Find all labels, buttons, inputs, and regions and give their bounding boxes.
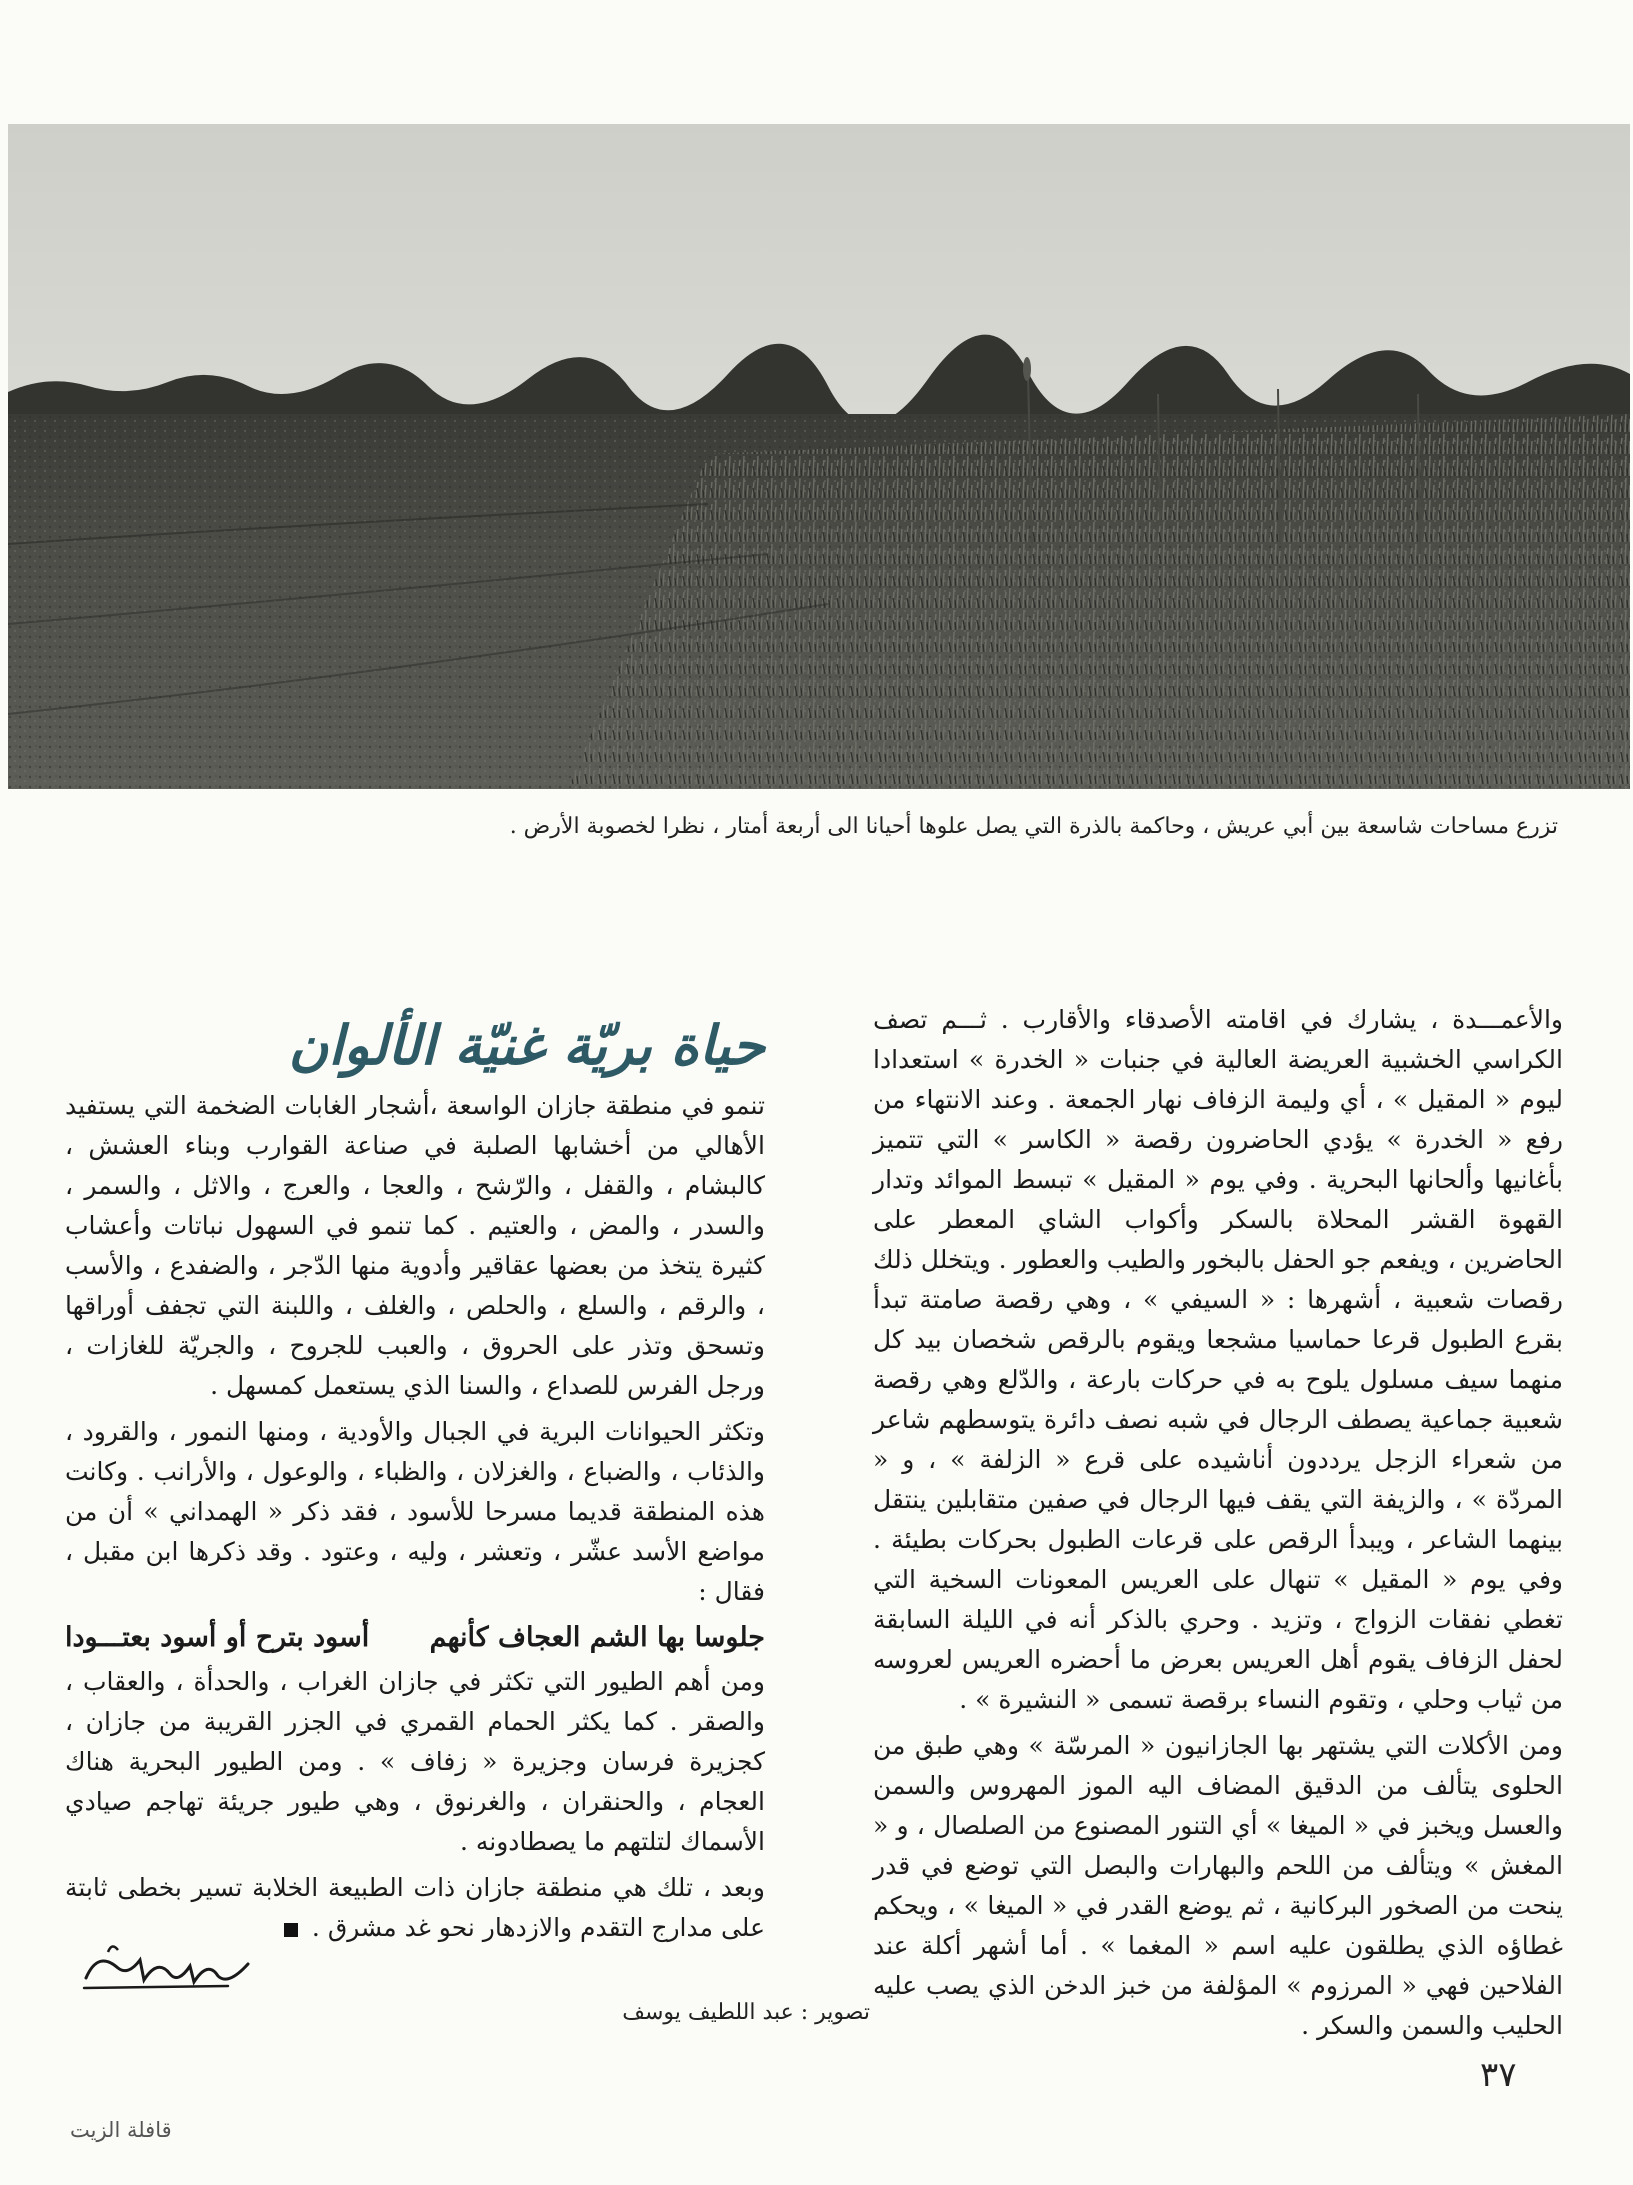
end-mark-icon <box>284 1923 298 1937</box>
right-column <box>873 1000 1563 2052</box>
paragraph: وتكثر الحيوانات البرية في الجبال والأودية ، ومنها النمور ، والقرود ، والذئاب ، والضباع ، والغزلان ، والظباء ، والوعول ، والأرانب . وكانت هذه المنطقة قديما مسرحا للأسود ، فقد ذكر « الهمداني » أن من مواضع الأسد عشّر ، وتعشر ، وليه ، وعتود . وقد ذكرها ابن مقبل ، فقال : <box>65 1417 765 1606</box>
paragraph: تنمو في منطقة جازان الواسعة ،أشجار الغابات الضخمة التي يستفيد الأهالي من أخشابها الصلبة في صناعة القوارب وبناء العشش ، كالبشام ، والقفل ، والرّشح ، والعجا ، والعرج ، والاثل ، والسمر ، والسدر ، والمض ، والعتيم . كما تنمو في السهول نباتات وأعشاب كثيرة يتخذ من بعضها عقاقير وأدوية منها الدّجر ، والضفدع ، والأسب ، والرقم ، والسلع ، والحلص ، والغلف ، واللبنة التي تجفف أوراقها وتسحق وتذر على الحروق ، والعبب للجروح ، والجريّة للغازات ، ورجل الفرس للصداع ، والسنا الذي يستعمل كمسهل . <box>65 1091 765 1400</box>
paragraph: ومن الأكلات التي يشتهر بها الجازانيون « المرسّة » وهي طبق من الحلوى يتألف من الدقيق المضاف اليه الموز المهروس والسمن والعسل ويخبز في « الميغا » أي التنور المصنوع من الصلصال ، و « المغش » ويتألف من اللحم والبهارات والبصل التي توضع في قدر ينحت من الصخور البركانية ، ثم يوضع القدر في « الميغا » ، ويحكم غطاؤه الذي يطلقون عليه اسم « المغما » . أما أشهر أكلة عند الفلاحين فهي « المرزوم » المؤلفة من خبز الدخن الذي يصب عليه الحليب والسمن والسكر . <box>873 1731 1563 2040</box>
photo-credit: تصوير : عبد اللطيف يوسف <box>622 2000 870 2025</box>
paragraph: والأعمـــدة ، يشارك في اقامته الأصدقاء والأقارب . ثـــم تصف الكراسي الخشبية العريضة العالية في جنبات « الخدرة » استعدادا ليوم « المقيل » ، أي وليمة الزفاف نهار الجمعة . وعند الانتهاء من رفع « الخدرة » يؤدي الحاضرون رقصة « الكاسر » التي تتميز بأغانيها وألحانها البحرية . وفي يوم « المقيل » تبسط الموائد وتدار القهوة القشر المحلاة بالسكر وأكواب الشاي المعطر على الحاضرين ، ويفعم جو الحفل بالبخور والطيب والعطور . ويتخلل ذلك رقصات شعبية ، أشهرها : « السيفي » ، وهي رقصة صامتة تبدأ بقرع الطبول قرعا حماسيا مشجعا ويقوم بالرقص شخصان بيد كل منهما سيف مسلول يلوح به في حركات بارعة ، والدّلع وهي رقصة شعبية جماعية يصطف الرجال في شبه نصف دائرة يتوسطهم شاعر من شعراء الزجل يرددون أناشيده على قرع « الزلفة » ، و « المردّة » ، والزيفة التي يقف فيها الرجال في صفين متقابلين ينتقل بينهما الشاعر ، ويبدأ الرقص على قرعات الطبول بحركات بطيئة . وفي يوم « المقيل » تنهال على العريس المعونات السخية التي تغطي نفقات الزواج ، وتزيد . وحري بالذكر أنه في الليلة السابقة لحفل الزفاف يقوم أهل العريس بعرض ما أحضره العريس لعروسه من ثياب وحلي ، وتقوم النساء برقصة تسمى « النشيرة » . <box>873 1005 1563 1714</box>
page-number: ٣٧ <box>1480 2055 1517 2095</box>
photo-caption: تزرع مساحات شاسعة بين أبي عريش ، وحاكمة بالذرة التي يصل علوها أحيانا الى أربعة أمتار ، نظرا لخصوبة الأرض . <box>509 814 1558 839</box>
paragraph: ومن أهم الطيور التي تكثر في جازان الغراب ، والحدأة ، والعقاب ، والصقر . كما يكثر الحمام القمري في الجزر القريبة من جازان ، كجزيرة فرسان وجزيرة « زفاف » . ومن الطيور البحرية هناك العجام ، والحنقران ، والغرنوق ، وهي طيور جريئة تهاجم صيادي الأسماك لتلتهم ما يصطادونه . <box>65 1667 765 1856</box>
signature-icon <box>78 1930 258 2000</box>
poem-verse <box>65 1618 765 1658</box>
field-photo <box>8 124 1630 789</box>
magazine-name: قافلة الزيت <box>70 2118 172 2142</box>
section-title: حياة بريّة غنيّة الألوان <box>288 1013 765 1077</box>
left-column <box>65 1010 765 1954</box>
paragraph-text: وبعد ، تلك هي منطقة جازان ذات الطبيعة الخلابة تسير بخطى ثابتة على مدارج التقدم والازدهار نحو غد مشرق . <box>65 1873 765 1942</box>
field-photo-icon <box>8 124 1630 789</box>
poem-first-half: جلوسا بها الشم العجاف كأنهم <box>429 1622 765 1653</box>
poem-second-half: أسود بترح أو أسود بعتـــودا <box>65 1622 370 1653</box>
author-signature <box>78 1930 258 2000</box>
